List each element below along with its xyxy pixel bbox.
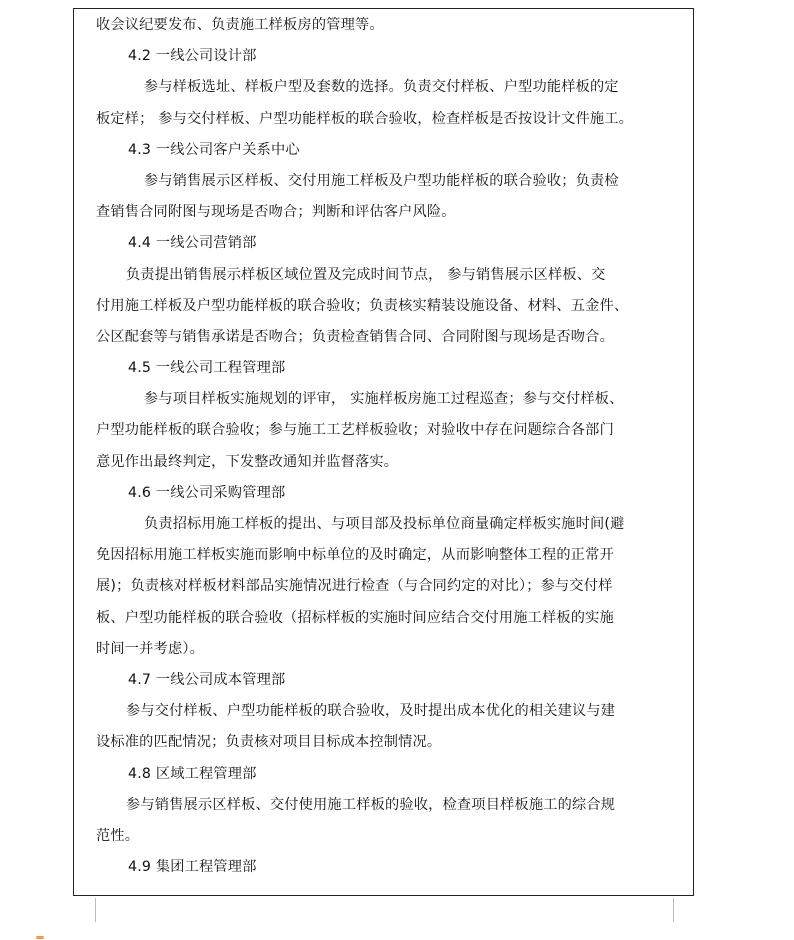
text-line: 查销售合同附图与现场是否吻合；判断和评估客户风险。 (96, 204, 456, 221)
margin-marker-left (95, 898, 96, 922)
text-line: 参与交付样板、户型功能样板的联合验收，及时提出成本优化的相关建议与建 (126, 703, 616, 720)
section-heading-4-5: 4.5 一线公司工程管理部 (128, 360, 286, 377)
section-heading-4-7: 4.7 一线公司成本管理部 (128, 671, 286, 688)
text-line: 公区配套等与销售承诺是否吻合；负责检查销售合同、合同附图与现场是否吻合。 (96, 328, 614, 345)
text-line: 付用施工样板及户型功能样板的联合验收；负责核实精装设施设备、材料、五金件、 (96, 297, 629, 314)
text-line: 板、户型功能样板的联合验收（招标样板的实施时间应结合交付用施工样板的实施 (96, 609, 614, 626)
section-heading-4-4: 4.4 一线公司营销部 (128, 235, 257, 252)
section-heading-4-3: 4.3 一线公司客户关系中心 (128, 141, 300, 158)
text-line: 负责招标用施工样板的提出、与项目部及投标单位商量确定样板实施时间(避 (144, 516, 625, 532)
text-line: 参与销售展示区样板、交付使用施工样板的验收，检查项目样板施工的综合规 (126, 796, 616, 813)
corner-mark (36, 936, 44, 939)
text-line: 户型功能样板的联合验收；参与施工工艺样板验收；对验收中存在问题综合各部门 (96, 422, 614, 439)
section-heading-4-9: 4.9 集团工程管理部 (128, 859, 257, 876)
margin-marker-right (673, 898, 674, 922)
text-line: 参与销售展示区样板、交付用施工样板及户型功能样板的联合验收；负责检 (144, 172, 619, 189)
text-line: 参与样板选址、样板户型及套数的选择。负责交付样板、户型功能样板的定 (144, 79, 619, 96)
text-line: 参与项目样板实施规划的评审， 实施样板房施工过程巡查；参与交付样板、 (144, 391, 624, 408)
text-line: 收会议纪要发布、负责施工样板房的管理等。 (96, 17, 384, 33)
text-line: 时间一并考虑）。 (96, 640, 205, 657)
text-line: 设标准的匹配情况；负责核对项目目标成本控制情况。 (96, 734, 442, 751)
section-heading-4-6: 4.6 一线公司采购管理部 (128, 484, 286, 501)
text-line: 范性。 (96, 827, 140, 844)
text-line: 展)；负责核对样板材料部品实施情况进行检查（与合同约定的对比）；参与交付样 (96, 578, 613, 595)
section-heading-4-8: 4.8 区域工程管理部 (128, 765, 257, 782)
section-heading-4-2: 4.2 一线公司设计部 (128, 48, 257, 65)
text-line: 免因招标用施工样板实施而影响中标单位的及时确定，从而影响整体工程的正常开 (96, 547, 614, 564)
text-line: 意见作出最终判定，下发整改通知并监督落实。 (96, 453, 399, 470)
text-line: 板定样； 参与交付样板、户型功能样板的联合验收，检查样板是否按设计文件施工。 (96, 110, 634, 127)
document-body (96, 10, 676, 883)
text-line: 负责提出销售展示样板区域位置及完成时间节点， 参与销售展示区样板、交 (126, 266, 606, 283)
